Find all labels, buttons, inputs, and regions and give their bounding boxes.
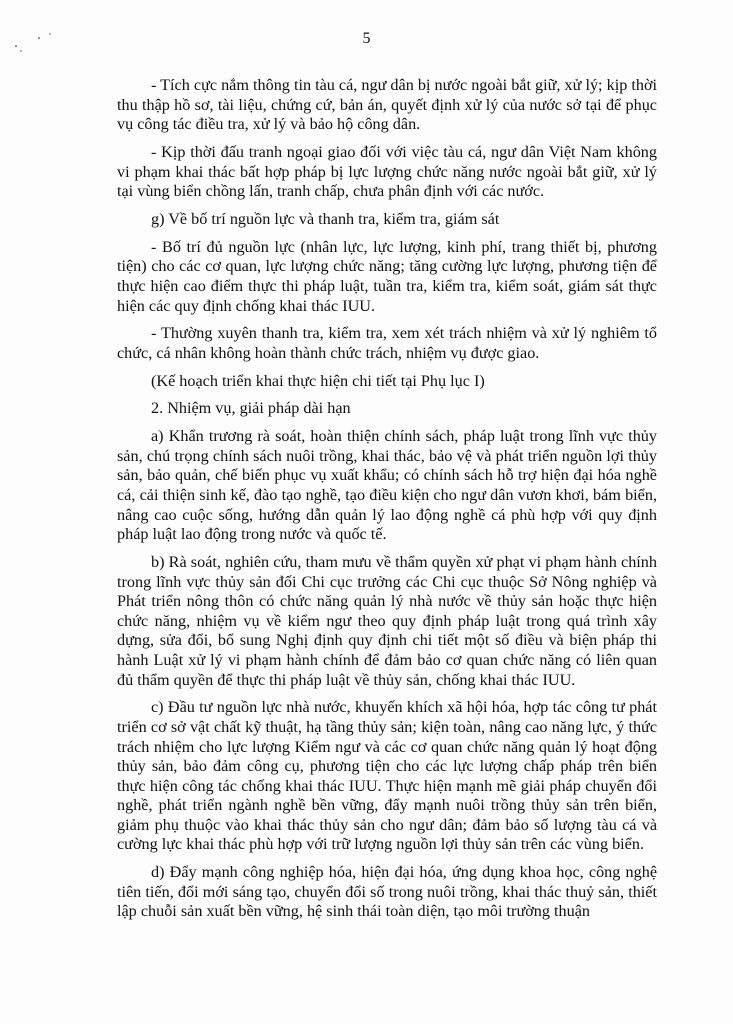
paragraph: - Thường xuyên thanh tra, kiểm tra, xem xét trách nhiệm và xử lý nghiêm tổ chức, cá nhân không hoàn thành chức trách, nhiệm vụ được giao.	[117, 324, 657, 362]
paragraph: a) Khẩn trương rà soát, hoàn thiện chính sách, pháp luật trong lĩnh vực thủy sản, chú trọng chính sách nuôi trồng, khai thác, bảo vệ và phát triển nguồn lợi thủy sản, bảo quản, chế biến phục vụ xuất khẩu; có chính sách hỗ trợ hiện đại hóa nghề cá, cải thiện sinh kế, đào tạo nghề, tạo điều kiện cho ngư dân vươn khơi, bám biển, nâng cao cuộc sống, hướng dẫn quản lý lao động nghề cá phù hợp với quy định pháp luật lao động trong nước và quốc tế.	[117, 427, 657, 544]
section-heading: 2. Nhiệm vụ, giải pháp dài hạn	[151, 399, 351, 418]
page-number: 5	[362, 30, 371, 47]
paragraph: c) Đầu tư nguồn lực nhà nước, khuyến khích xã hội hóa, hợp tác công tư phát triển cơ sở vật chất kỹ thuật, hạ tầng thủy sản; kiện toàn, nâng cao năng lực, ý thức trách nhiệm cho lực lượng Kiểm ngư và các cơ quan chức năng quản lý hoạt động thủy sản, bảo đảm công cụ, phương tiện cho các lực lượng chấp pháp trên biển thực hiện công tác chống khai thác IUU. Thực hiện mạnh mẽ giải pháp chuyển đổi nghề, phát triển ngành nghề bền vững, đẩy mạnh nuôi trồng thủy sản trên biển, giảm phụ thuộc vào khai thác thủy sản cho ngư dân; đảm bảo số lượng tàu cá và cường lực khai thác phù hợp với trữ lượng nguồn lợi thủy sản trên các vùng biển.	[117, 698, 657, 854]
paragraph: - Tích cực nắm thông tin tàu cá, ngư dân bị nước ngoài bắt giữ, xử lý; kịp thời thu thập hồ sơ, tài liệu, chứng cứ, bản án, quyết định xử lý của nước sở tại để phục vụ công tác điều tra, xử lý và bảo hộ công dân.	[117, 76, 657, 134]
document-body	[117, 76, 657, 930]
paragraph: - Bố trí đủ nguồn lực (nhân lực, lực lượng, kinh phí, trang thiết bị, phương tiện) cho các cơ quan, lực lượng chức năng; tăng cường lực lượng, phương tiện để thực hiện cao điểm thực thi pháp luật, tuần tra, kiểm tra, kiểm soát, giám sát thực hiện các quy định chống khai thác IUU.	[117, 237, 657, 315]
paragraph: b) Rà soát, nghiên cứu, tham mưu về thẩm quyền xử phạt vi phạm hành chính trong lĩnh vực thủy sản đối Chi cục trưởng các Chi cục thuộc Sở Nông nghiệp và Phát triển nông thôn có chức năng quản lý nhà nước về thủy sản hoặc thực hiện chức năng, nhiệm vụ về kiểm ngư theo quy định pháp luật trong quá trình xây dựng, sửa đổi, bổ sung Nghị định quy định chi tiết một số điều và biện pháp thi hành Luật xử lý vi phạm hành chính để đảm bảo cơ quan chức năng có liên quan đủ thẩm quyền để thực thi pháp luật về thủy sản, chống khai thác IUU.	[117, 552, 657, 689]
paragraph: d) Đẩy mạnh công nghiệp hóa, hiện đại hóa, ứng dụng khoa học, công nghệ tiên tiến, đổi mới sáng tạo, chuyển đổi số trong nuôi trồng, khai thác thuỷ sản, thiết lập chuỗi sản xuất bền vững, hệ sinh thái toàn diện, tạo môi trường thuận	[117, 863, 657, 921]
paragraph: (Kế hoạch triển khai thực hiện chi tiết tại Phụ lục I)	[151, 371, 485, 390]
paragraph: - Kịp thời đấu tranh ngoại giao đối với việc tàu cá, ngư dân Việt Nam không vi phạm khai thác bất hợp pháp bị lực lượng chức năng nước ngoài bắt giữ, xử lý tại vùng biển chồng lấn, tranh chấp, chưa phân định với các nước.	[117, 142, 657, 201]
section-heading: g) Về bố trí nguồn lực và thanh tra, kiểm tra, giám sát	[151, 209, 500, 228]
